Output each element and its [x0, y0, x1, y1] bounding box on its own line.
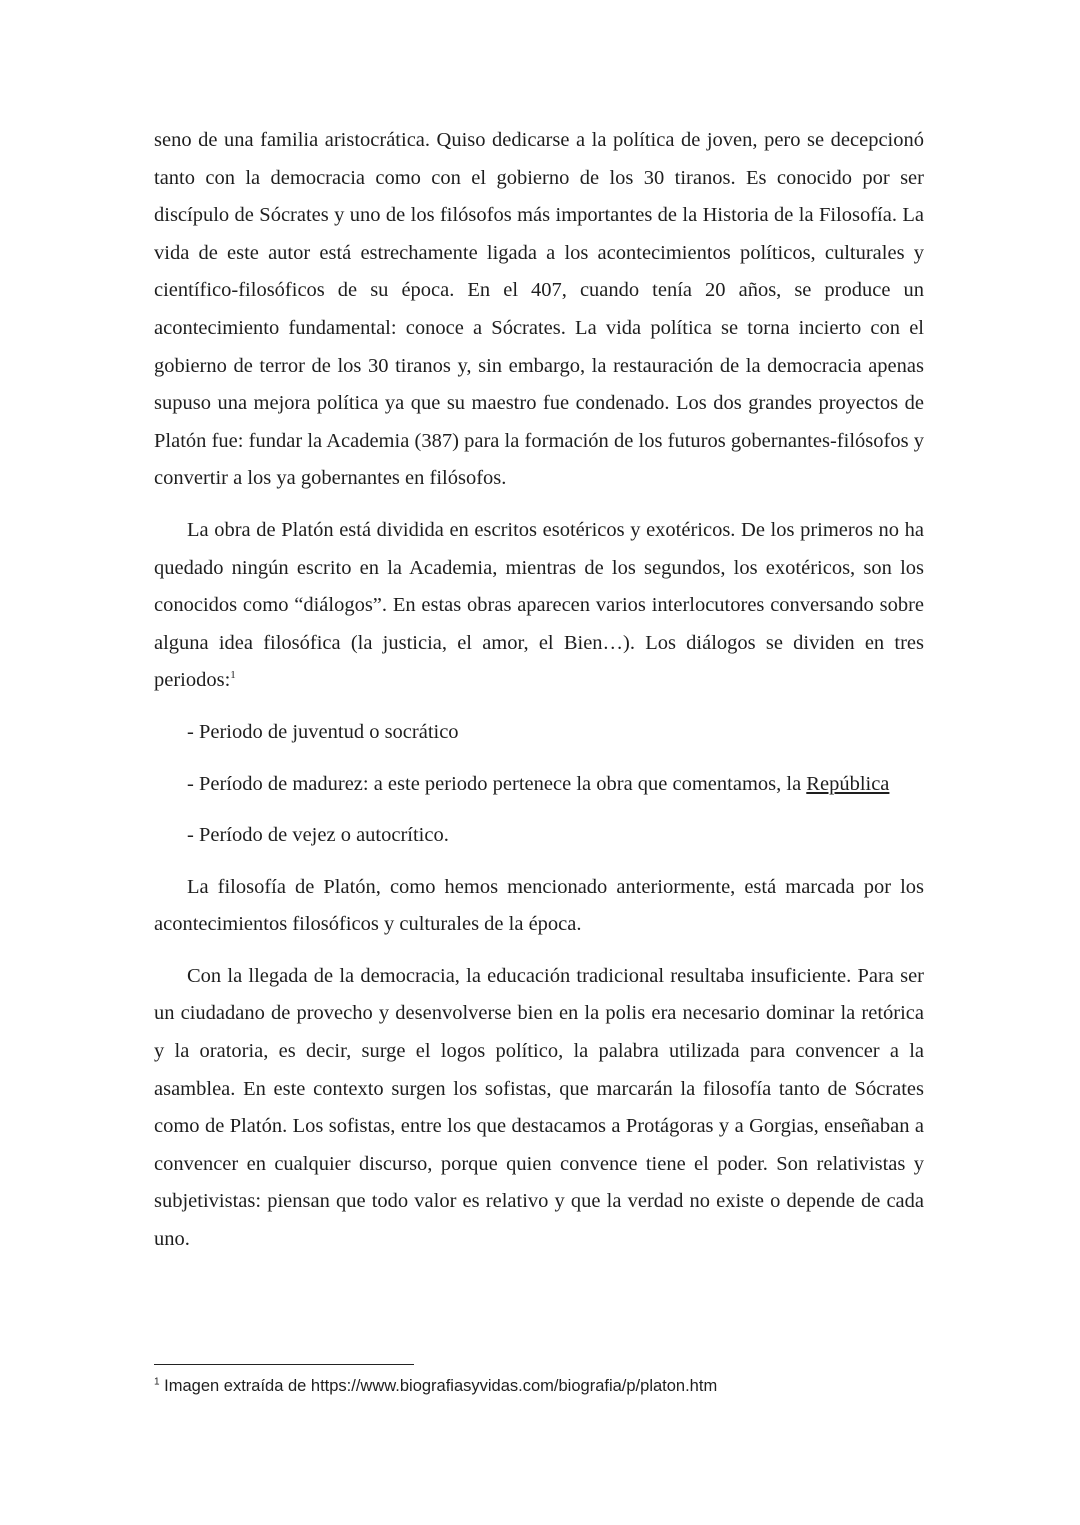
- paragraph-platon-works-text: La obra de Platón está dividida en escritos esotéricos y exotéricos. De los primeros no ha quedado ningún escrito en la Academia, mientras de los segundos, los exotéricos, son los conocidos como “diálogos”. En estas obras aparecen varios interlocutores conversando sobre alguna idea filosófica (la justicia, el amor, el Bien…). Los diálogos se dividen en tres periodos:: [154, 518, 924, 692]
- paragraph-platon-biography: seno de una familia aristocrática. Quiso dedicarse a la política de joven, pero se decepcionó tanto con la democracia como con el gobierno de los 30 tiranos. Es conocido por ser discípulo de Sócrates y uno de los filósofos más importantes de la Historia de la Filosofía. La vida de este autor está estrechamente ligada a los acontecimientos políticos, culturales y científico-filosóficos de su época. En el 407, cuando tenía 20 años, se produce un acontecimiento fundamental: conoce a Sócrates. La vida política se torna incierto con el gobierno de terror de los 30 tiranos y, sin embargo, la restauración de la democracia apenas supuso una mejora política ya que su maestro fue condenado. Los dos grandes proyectos de Platón fue: fundar la Academia (387) para la formación de los futuros gobernantes-filósofos y convertir a los ya gobernantes en filósofos.: [154, 129, 924, 490]
- list-item-maturity-period: [154, 766, 924, 804]
- republica-title: República: [806, 772, 890, 795]
- footnote: [154, 1374, 717, 1398]
- paragraph-sophists: Con la llegada de la democracia, la educación tradicional resultaba insuficiente. Para ser un ciudadano de provecho y desenvolverse bien en la polis era necesario dominar la retórica y la oratoria, es decir, surge el logos político, la palabra utilizada para convencer a la asamblea. En este contexto surgen los sofistas, que marcarán la filosofía tanto de Sócrates como de Platón. Los sofistas, entre los que destacamos a Protágoras y a Gorgias, enseñaban a convencer en cualquier discurso, porque quien convence tiene el poder. Son relativistas y subjetivistas: piensan que todo valor es relativo y que la verdad no existe o depende de cada uno.: [154, 964, 924, 1251]
- document-body: [154, 122, 924, 1273]
- list-item-youth-period: - Periodo de juventud o socrático: [187, 720, 459, 743]
- list-item-maturity-text: - Período de madurez: a este periodo pertenece la obra que comentamos, la: [187, 772, 807, 795]
- footnote-separator: [154, 1364, 414, 1365]
- list-item-old-age-period: - Período de vejez o autocrítico.: [187, 824, 449, 847]
- footnote-text: Imagen extraída de https://www.biografiasyvidas.com/biografia/p/platon.htm: [159, 1377, 718, 1395]
- paragraph-platon-works: [154, 512, 924, 700]
- footnote-reference[interactable]: 1: [230, 669, 236, 682]
- footnote-number: 1: [154, 1376, 160, 1388]
- paragraph-philosophy-context: La filosofía de Platón, como hemos mencionado anteriormente, está marcada por los acontecimientos filosóficos y culturales de la época.: [154, 875, 924, 936]
